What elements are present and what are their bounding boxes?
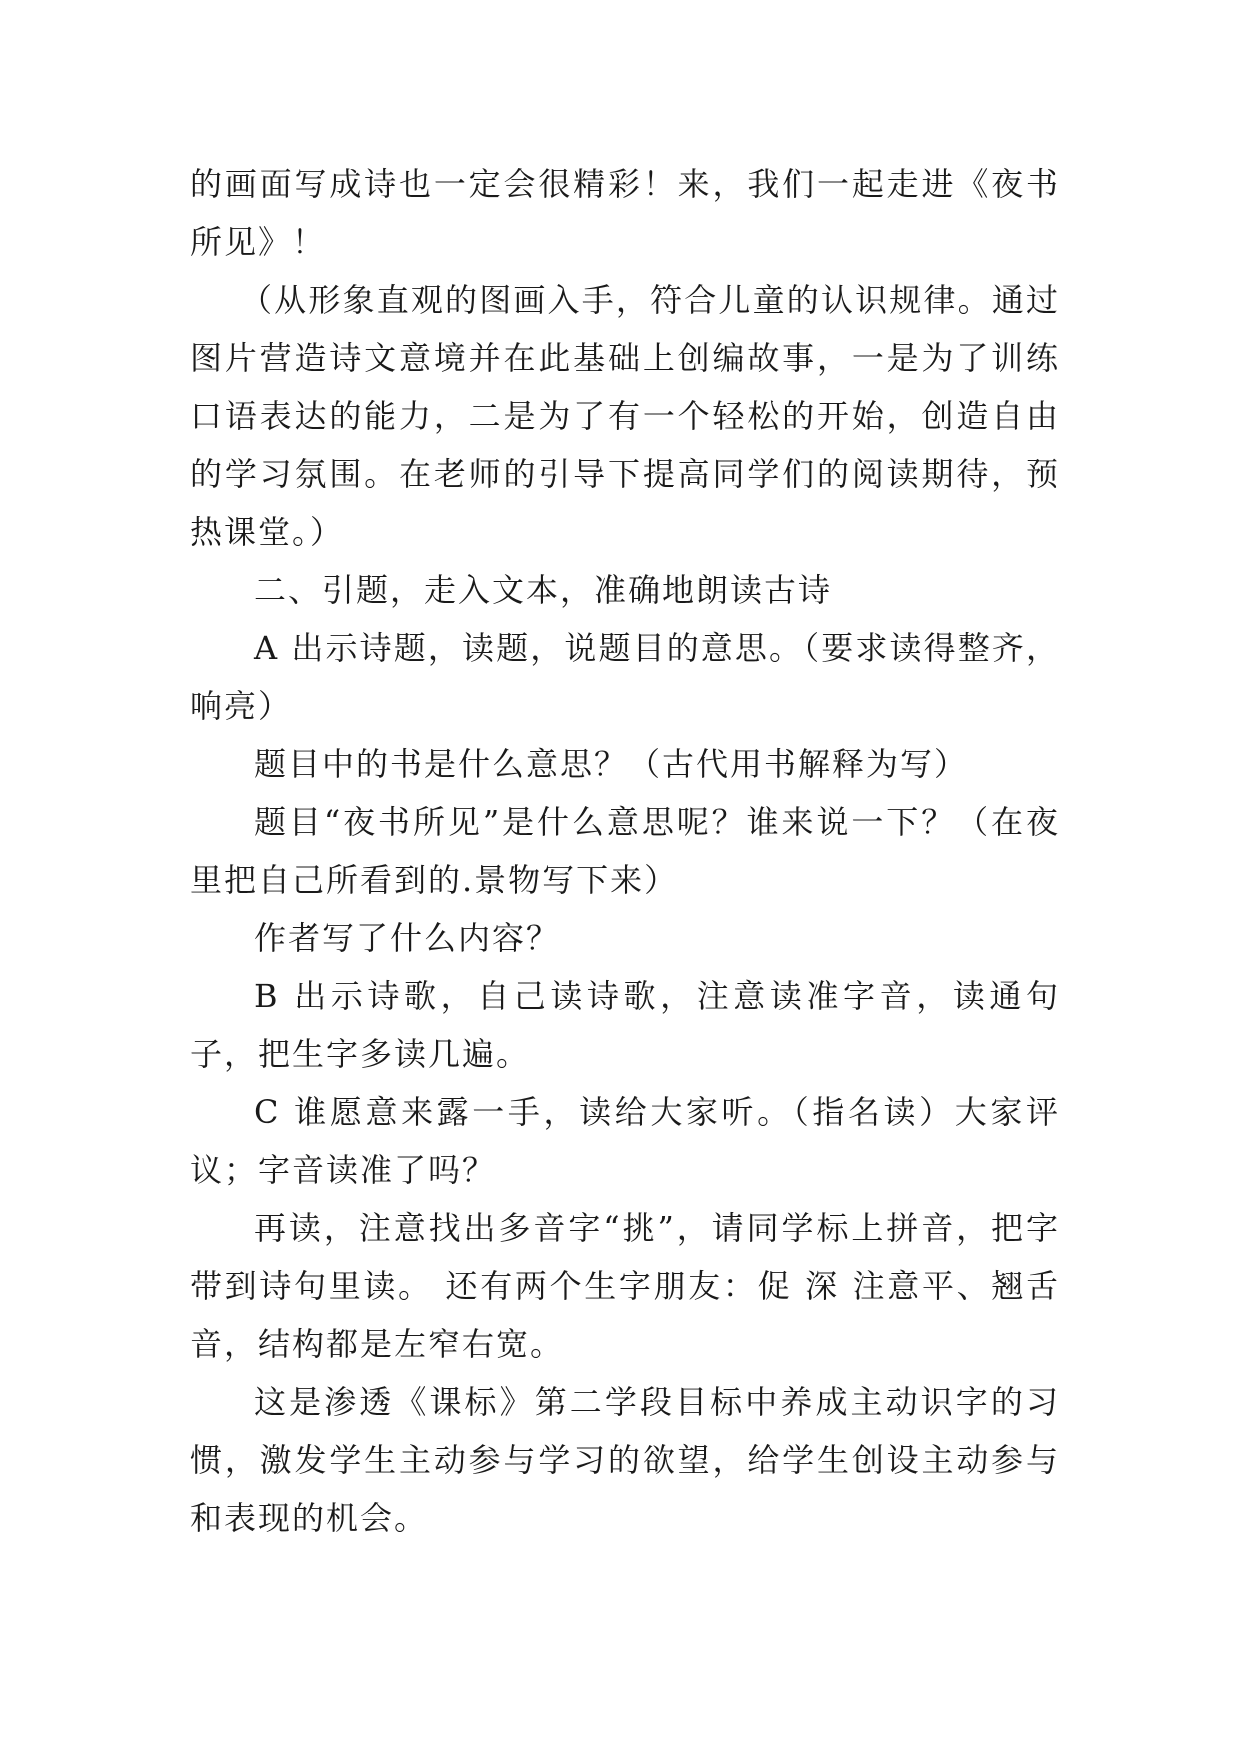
paragraph-step-c: C 谁愿意来露一手，读给大家听。（指名读）大家评议；字音读准了吗？ bbox=[190, 1093, 1060, 1189]
paragraph-continuation: 的画面写成诗也一定会很精彩！来，我们一起走进《夜书所见》！ bbox=[190, 165, 1060, 261]
paragraph-reread: 再读，注意找出多音字“挑”，请同学标上拼音，把字带到诗句里读。 还有两个生字朋友：促 深 注意平、翘舌音，结构都是左窄右宽。 bbox=[190, 1209, 1060, 1363]
paragraph-design-note-2: 这是渗透《课标》第二学段目标中养成主动识字的习惯，激发学生主动参与学习的欲望，给学生创设主动参与和表现的机会。 bbox=[190, 1383, 1060, 1537]
paragraph-step-a: A 出示诗题，读题，说题目的意思。（要求读得整齐，响亮） bbox=[190, 629, 1060, 725]
section-heading-2: 二、引题，走入文本，准确地朗读古诗 bbox=[254, 571, 833, 609]
paragraph-question-1: 题目中的书是什么意思？（古代用书解释为写） bbox=[254, 745, 969, 783]
document-body bbox=[190, 155, 1060, 1547]
paragraph-step-b: B 出示诗歌，自己读诗歌，注意读准字音，读通句子，把生字多读几遍。 bbox=[190, 977, 1060, 1073]
paragraph-design-note-1: （从形象直观的图画入手，符合儿童的认识规律。通过图片营造诗文意境并在此基础上创编故事，一是为了训练口语表达的能力，二是为了有一个轻松的开始，创造自由的学习氛围。在老师的引导下提高同学们的阅读期待，预热课堂。） bbox=[190, 281, 1060, 551]
paragraph-question-2: 题目“夜书所见”是什么意思呢？谁来说一下？（在夜里把自己所看到的.景物写下来） bbox=[190, 803, 1060, 899]
paragraph-question-3: 作者写了什么内容？ bbox=[254, 919, 561, 957]
